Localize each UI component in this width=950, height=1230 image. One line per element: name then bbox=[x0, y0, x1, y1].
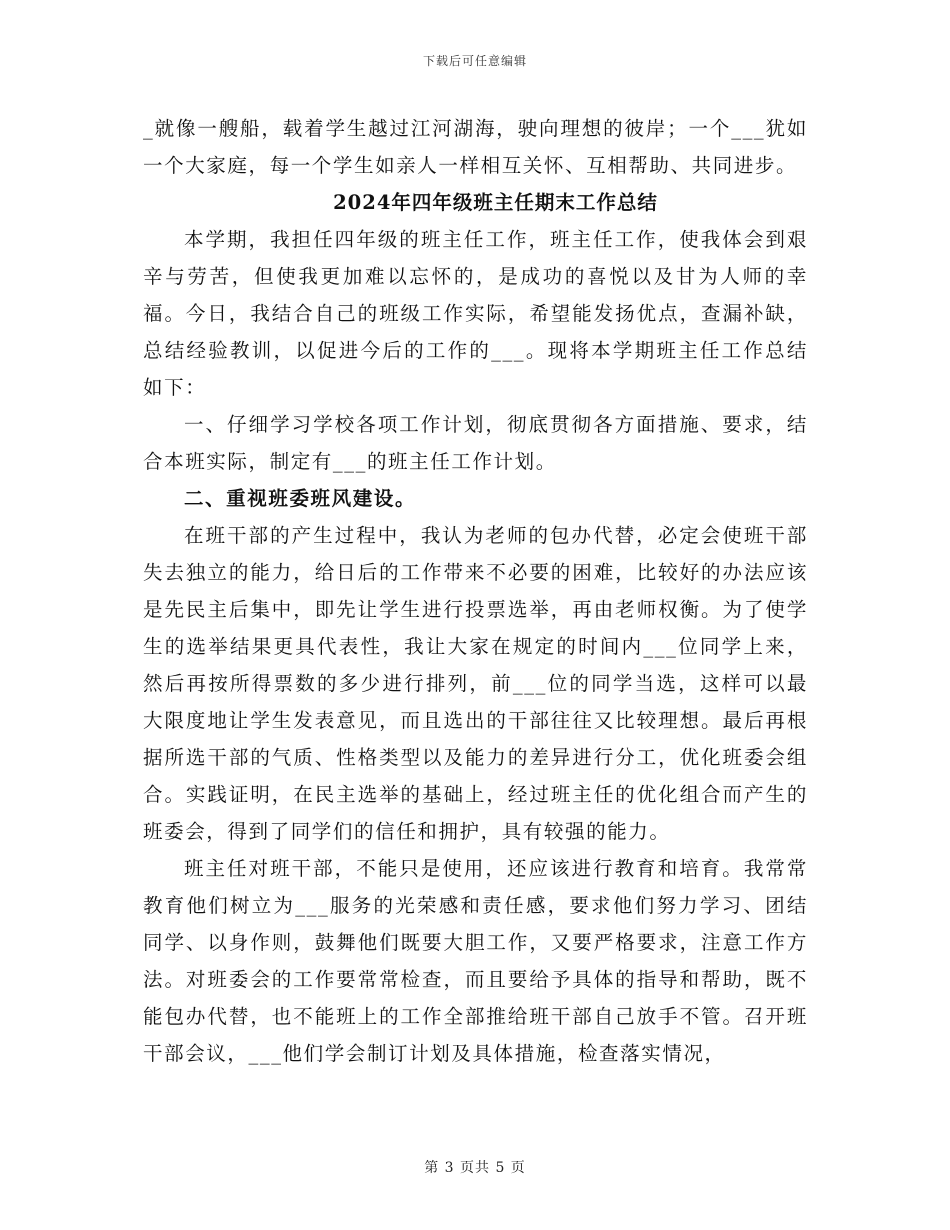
paragraph-3: 在班干部的产生过程中，我认为老师的包办代替，必定会使班干部失去独立的能力，给日后的工作带来不必要的困难，比较好的办法应该是先民主后集中，即先让学生进行投票选举，再由老师权衡。为了使学生的选举结果更具代表性，我让大家在规定的时间内___位同学上来，然后再按所得票数的多少进行排列，前___位的同学当选，这样可以最大限度地让学生发表意见，而且选出的干部往往又比较理想。最后再根据所选干部的气质、性格类型以及能力的差异进行分工，优化班委会组合。实践证明，在民主选举的基础上，经过班主任的优化组合而产生的班委会，得到了同学们的信任和拥护，具有较强的能力。 bbox=[143, 524, 808, 843]
section-heading-2: 二、重视班委班风建设。 bbox=[183, 487, 417, 510]
intro-fragment: _就像一艘船，载着学生越过江河湖海，驶向理想的彼岸；一个___犹如一个大家庭，每一个学生如亲人一样相互关怀、互相帮助、共同进步。 bbox=[143, 117, 808, 177]
paragraph-4: 班主任对班干部，不能只是使用，还应该进行教育和培育。我常常教育他们树立为___服务的光荣感和责任感，要求他们努力学习、团结同学、以身作则，鼓舞他们既要大胆工作，又要严格要求，注意工作方法。对班委会的工作要常常检查，而且要给予具体的指导和帮助，既不能包办代替，也不能班上的工作全部推给班干部自己放手不管。召开班干部会议，___他们学会制订计划及具体措施，检查落实情况， bbox=[143, 857, 808, 1065]
paragraph-1: 本学期，我担任四年级的班主任工作，班主任工作，使我体会到艰辛与劳苦，但使我更加难以忘怀的，是成功的喜悦以及甘为人师的幸福。今日，我结合自己的班级工作实际，希望能发扬优点，查漏补缺，总结经验教训，以促进今后的工作的___。现将本学期班主任工作总结如下： bbox=[143, 228, 808, 399]
document-body bbox=[143, 110, 808, 1072]
page-header: 下载后可任意编辑 bbox=[422, 54, 527, 68]
page-number: 第 3 页共 5 页 bbox=[424, 1160, 526, 1176]
document-title: 2024年四年级班主任期末工作总结 bbox=[333, 191, 658, 214]
paragraph-2: 一、仔细学习学校各项工作计划，彻底贯彻各方面措施、要求，结合本班实际，制定有___的班主任工作计划。 bbox=[143, 413, 808, 473]
